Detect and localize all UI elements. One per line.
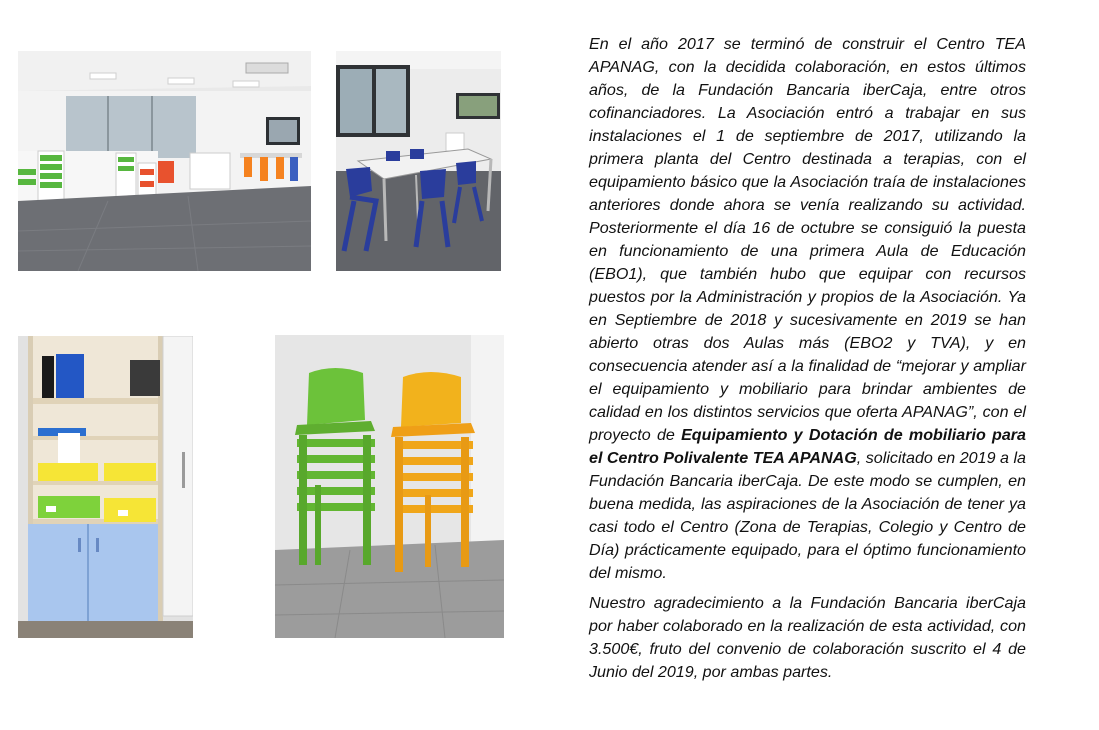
article-text (589, 33, 1026, 684)
paragraph-project (589, 33, 1026, 585)
paragraph-project-intro: En el año 2017 se terminó de construir el Centro TEA APANAG, con la decidida colaboración, en estos últimos años, de la Fundación Bancaria iberCaja, entre otros cofinanciadores. La Asociación entró a trabajar en sus instalaciones el 1 de septiembre de 2017, utilizando la primera planta del Centro destinada a terapias, con el equipamiento básico que la Asociación traía de instalaciones anteriores donde ahora se venía realizando su actividad. Posteriormente el día 16 de octubre se consiguió la puesta en funcionamiento de una primera Aula de Educación (EBO1), que también hubo que equipar con recursos puestos por la Administración y propios de la Asociación. Ya en Septiembre de 2018 y sucesivamente en 2019 se han abierto otras dos Aulas más (EBO2 y TVA), y en consecuencia atender así a la finalidad de “mejorar y ampliar el equipamiento y mobiliario para brindar ambientes de calidad en los distintos servicios que oferta APANAG”, con el proyecto de (589, 35, 1026, 444)
paragraph-project-outro: , solicitado en 2019 a la Fundación Bancaria iberCaja. De este modo se cumplen, en buena medida, las aspiraciones de la Asociación de tener ya casi todo el Centro (Zona de Terapias, Colegio y Centro de Día) prácticamente equipado, para el óptimo funcionamiento del mismo. (589, 449, 1026, 582)
paragraph-thanks: Nuestro agradecimiento a la Fundación Bancaria iberCaja por haber colaborado en la realización de esta actividad, con 3.500€, fruto del convenio de colaboración suscrito el 4 de Junio del 2019, por ambas partes. (589, 594, 1026, 681)
classroom-photo (18, 51, 311, 271)
table-chairs-photo (336, 51, 501, 271)
stacked-chairs-photo (275, 335, 504, 638)
cabinet-photo (18, 336, 193, 638)
project-title: Equipamiento y Dotación de mobiliario para el Centro Polivalente TEA APANAG (589, 426, 1026, 467)
